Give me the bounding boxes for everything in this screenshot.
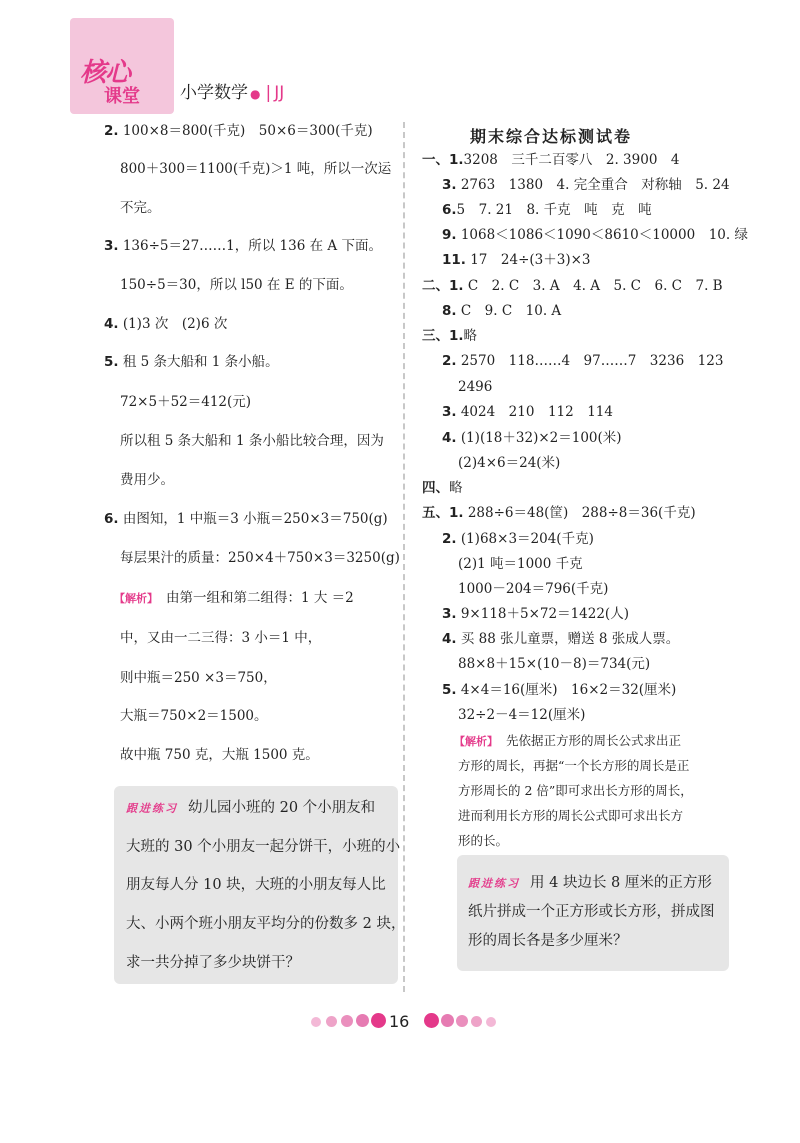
answer-line: 1000－204＝796(千克) bbox=[458, 581, 609, 597]
practice-line: 跟进练习 幼儿园小班的 20 个小朋友和 bbox=[126, 800, 376, 816]
answer-line: (2)1 吨＝1000 千克 bbox=[458, 556, 583, 572]
section-title: 期末综合达标测试卷 bbox=[470, 127, 633, 146]
answer-line: 150÷5＝30，所以 l50 在 E 的下面。 bbox=[120, 277, 353, 293]
answer-line: 72×5＋52＝412(元) bbox=[120, 394, 252, 410]
practice-tag: 跟进练习 bbox=[468, 877, 520, 890]
answer-line: 3. 2763 1380 4. 完全重合 对称轴 5. 24 bbox=[442, 177, 730, 193]
dot-icon bbox=[424, 1013, 439, 1028]
practice-line: 跟进练习 用 4 块边长 8 厘米的正方形 bbox=[468, 875, 712, 891]
answer-line: 6.5 7. 21 8. 千克 吨 克 吨 bbox=[442, 202, 652, 218]
answer-line: 五、1. 288÷6＝48(筐) 288÷8＝36(千克) bbox=[422, 505, 696, 521]
practice-line: 形的周长各是多少厘米？ bbox=[468, 933, 628, 949]
analysis-line: 大瓶＝750×2＝1500。 bbox=[120, 708, 268, 724]
answer-line: 4. (1)3 次 (2)6 次 bbox=[104, 316, 228, 332]
answer-line: 3. 136÷5＝27……1，所以 136 在 A 下面。 bbox=[104, 238, 382, 254]
dot-icon bbox=[356, 1014, 369, 1027]
answer-line: 费用少。 bbox=[120, 472, 174, 488]
analysis-line: 【解析】 由第一组和第二组得：1 大 ＝2 bbox=[114, 590, 354, 606]
separator: | bbox=[265, 83, 272, 103]
page-number: 16 bbox=[389, 1012, 410, 1031]
answer-line: 2. (1)68×3＝204(千克) bbox=[442, 531, 594, 547]
practice-line: 大班的 30 个小朋友一起分饼干，小班的小 bbox=[126, 839, 401, 855]
practice-tag: 跟进练习 bbox=[126, 802, 178, 815]
dot-icon bbox=[311, 1017, 321, 1027]
answer-line: 9. 1068＜1086＜1090＜8610＜10000 10. 绿 bbox=[442, 227, 748, 243]
dot-icon bbox=[486, 1017, 496, 1027]
answer-line: 5. 租 5 条大船和 1 条小船。 bbox=[104, 354, 279, 370]
dot-icon bbox=[456, 1015, 468, 1027]
answer-line: 2. 2570 118……4 97……7 3236 123 bbox=[442, 353, 724, 369]
analysis-line: 【解析】 先依据正方形的周长公式求出正 bbox=[454, 733, 682, 748]
book-subject bbox=[180, 78, 284, 103]
practice-line: 纸片拼成一个正方形或长方形，拼成图 bbox=[468, 904, 715, 920]
logo-main-text: 核心 bbox=[80, 58, 131, 88]
answer-line: 5. 4×4＝16(厘米) 16×2＝32(厘米) bbox=[442, 682, 677, 698]
answer-line: 4. (1)(18＋32)×2＝100(米) bbox=[442, 430, 622, 446]
answer-line: 3. 4024 210 112 114 bbox=[442, 404, 613, 420]
bullet-icon: ● bbox=[250, 87, 261, 101]
practice-line: 求一共分掉了多少块饼干？ bbox=[126, 955, 300, 971]
practice-line: 大、小两个班小朋友平均分的份数多 2 块， bbox=[126, 916, 406, 932]
analysis-line: 方形的周长，再据“一个长方形的周长是正 bbox=[458, 758, 690, 773]
analysis-line: 则中瓶＝250 ×3＝750， bbox=[120, 670, 277, 686]
answer-line: 不完。 bbox=[120, 200, 161, 216]
analysis-tag: 【解析】 bbox=[114, 592, 158, 605]
dot-icon bbox=[371, 1013, 386, 1028]
dot-icon bbox=[326, 1016, 337, 1027]
analysis-line: 形的长。 bbox=[458, 833, 509, 848]
answer-line: 8. C 9. C 10. A bbox=[442, 303, 562, 319]
answer-line: 四、略 bbox=[422, 480, 463, 496]
analysis-line: 方形周长的 2 倍”即可求出长方形的周长， bbox=[458, 783, 693, 798]
answer-line: 6. 由图知，1 中瓶＝3 小瓶＝250×3＝750(g) bbox=[104, 511, 388, 527]
answer-line: 800＋300＝1100(千克)＞1 吨，所以一次运 bbox=[120, 161, 392, 177]
answer-line: 所以租 5 条大船和 1 条小船比较合理，因为 bbox=[120, 433, 384, 449]
answer-line: 11. 17 24÷(3＋3)×3 bbox=[442, 252, 591, 268]
practice-line: 朋友每人分 10 块，大班的小朋友每人比 bbox=[126, 877, 386, 893]
column-divider bbox=[403, 122, 405, 992]
answer-line: 每层果汁的质量：250×4＋750×3＝3250(g) bbox=[120, 550, 400, 566]
logo-sub-text: 课堂 bbox=[104, 86, 140, 107]
answer-line: 2496 bbox=[458, 379, 493, 395]
answer-line: 三、1.略 bbox=[422, 328, 478, 344]
answer-line: (2)4×6＝24(米) bbox=[458, 455, 561, 471]
answer-line: 3. 9×118＋5×72＝1422(人) bbox=[442, 606, 629, 622]
dot-icon bbox=[441, 1014, 454, 1027]
analysis-tag: 【解析】 bbox=[454, 735, 498, 748]
subject-label: 小学数学 bbox=[180, 83, 248, 103]
answer-line: 4. 买 88 张儿童票，赠送 8 张成人票。 bbox=[442, 631, 680, 647]
answer-line: 32÷2－4＝12(厘米) bbox=[458, 707, 586, 723]
answer-line: 2. 100×8＝800(千克) 50×6＝300(千克) bbox=[104, 123, 373, 139]
analysis-line: 故中瓶 750 克，大瓶 1500 克。 bbox=[120, 747, 319, 763]
dot-icon bbox=[471, 1016, 482, 1027]
answer-line: 一、1.3208 三千二百零八 2. 3900 4 bbox=[422, 152, 680, 168]
edition-label: JJ bbox=[274, 83, 285, 103]
analysis-line: 中，又由一二三得：3 小＝1 中， bbox=[120, 630, 322, 646]
dot-icon bbox=[341, 1015, 353, 1027]
analysis-line: 进而利用长方形的周长公式即可求出长方 bbox=[458, 808, 684, 823]
answer-line: 88×8＋15×(10－8)＝734(元) bbox=[458, 656, 651, 672]
answer-line: 二、1. C 2. C 3. A 4. A 5. C 6. C 7. B bbox=[422, 278, 723, 294]
